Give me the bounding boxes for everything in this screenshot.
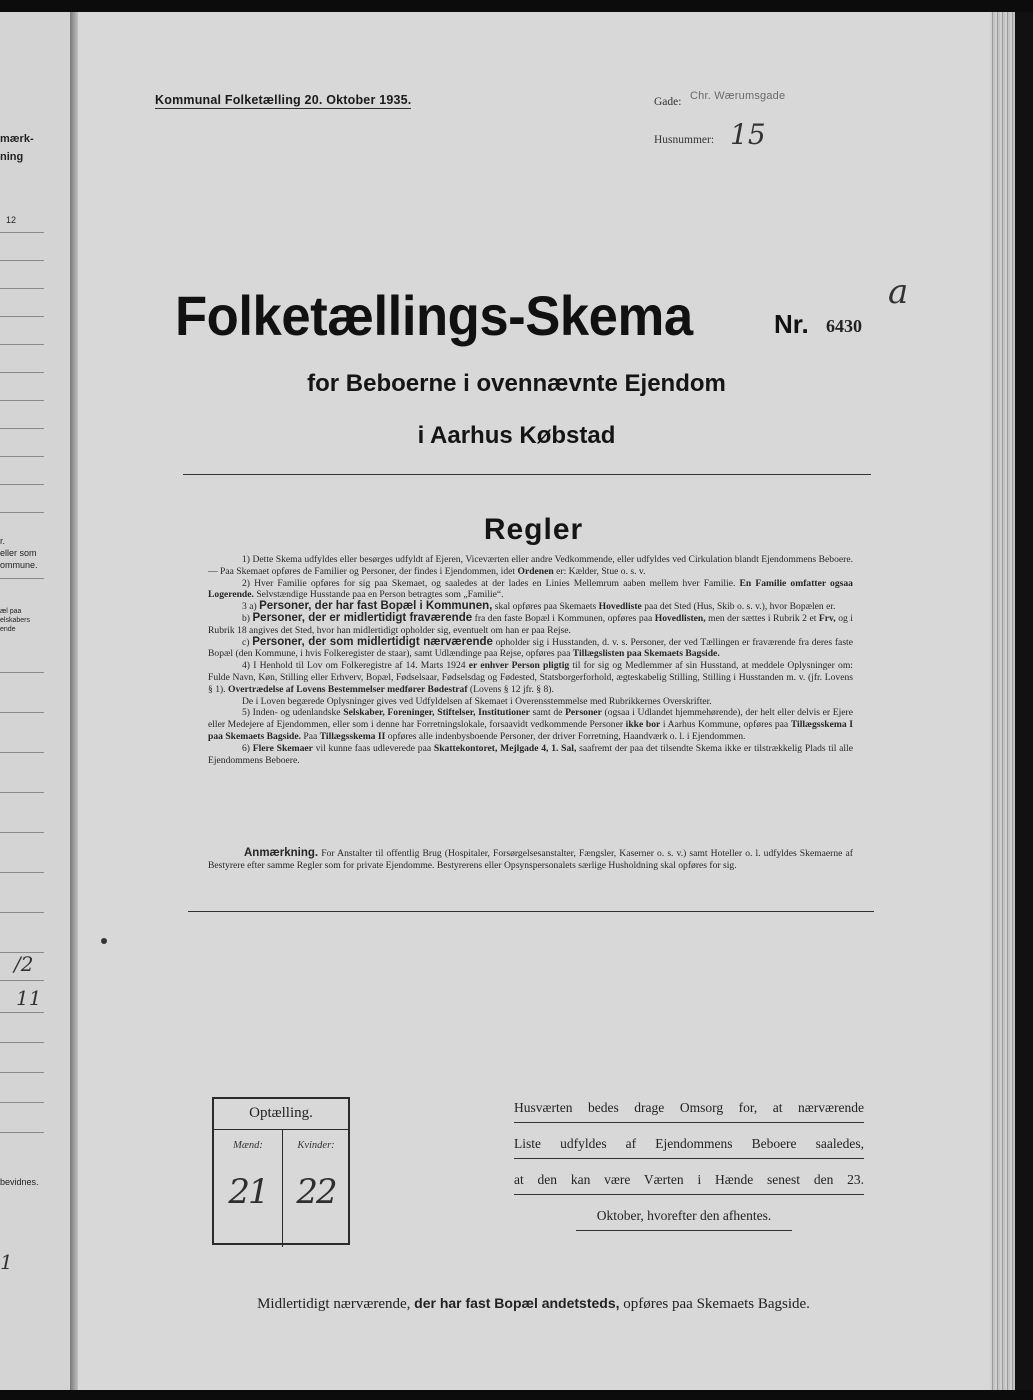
notice-line: Liste udfyldes af Ejendommens Beboere saaledes, (514, 1136, 864, 1159)
left-rule (0, 344, 44, 345)
left-fragment-text: elskabers (0, 617, 30, 624)
left-rule (0, 456, 44, 457)
husnummer-value: 15 (730, 118, 766, 151)
left-rule (0, 752, 44, 753)
husnummer-label: Husnummer: (654, 134, 715, 146)
rule-3b: b) Personer, der er midlertidigt fraværende fra den faste Bopæl i Kommunen, opføres paa Hovedlisten, men der sættes i Rubrik 2 et Frv, og i Rubrik 18 angives det Sted, hvor han midlertidigt opholder sig, eventuelt om han er paa Rejse. (208, 611, 853, 636)
subtitle-town: i Aarhus Købstad (417, 422, 616, 449)
landlord-notice (514, 1100, 864, 1244)
form-number-suffix: a (888, 272, 909, 312)
left-rule (0, 980, 44, 981)
subtitle-residents: for Beboerne i ovennævnte Ejendom (307, 370, 726, 397)
left-fragment-text: ende (0, 626, 16, 633)
left-rule (0, 1102, 44, 1103)
divider (183, 474, 871, 475)
left-rule (0, 578, 44, 579)
rules-heading: Regler (483, 513, 584, 546)
left-fragment-text: bevidnes. (0, 1177, 39, 1187)
left-fragment-text: 12 (6, 215, 17, 225)
left-rule (0, 1132, 44, 1133)
rule-1: 1) Dette Skema udfyldes eller besørges udfyldt af Ejeren, Viceværten eller andre Vedkommende, eller udfyldes ved Cirkulation blandt Ejendommens Beboere. — Paa Skemaet opføres de Familier og Personer, der findes i Ejendommen, idet Ordenen er: Kælder, Stue o. s. v. (208, 554, 853, 577)
left-rule (0, 1012, 44, 1013)
count-box-rule (214, 1129, 348, 1130)
divider (188, 911, 874, 912)
gade-value: Chr. Wærumsgade (690, 90, 786, 102)
left-fragment-text: æl paa (0, 608, 22, 615)
gade-label: Gade: (654, 96, 682, 108)
note-paragraph (208, 848, 853, 872)
notice-line: at den kan være Værten i Hænde senest den 23. (514, 1172, 864, 1195)
left-handwriting: 1 (0, 1250, 13, 1274)
left-rule (0, 260, 44, 261)
rule-5: 5) Inden- og udenlandske Selskaber, Foreninger, Stiftelser, Institutioner samt de Personer (ogsaa i Udlandet hjemmehørende), der helt eller delvis er Ejere eller Medejere af Ejendommen, eller som i denne har Forretningslokale, forsaavidt vedkommende Personer ikke bor i Aarhus Kommune, opføres paa Tillægsskema I paa Skemaets Bagside. Paa Tillægsskema II opføres alle indenbysboende Personer, der driver Forretning, Haandværk o. l. i Ejendommen. (208, 707, 854, 742)
form-title: Folketællings-Skema (175, 284, 693, 347)
women-label: Kvinder: (297, 1140, 335, 1151)
count-box (212, 1097, 350, 1245)
left-rule (0, 792, 44, 793)
census-title: Kommunal Folketælling 20. Oktober 1935. (155, 93, 412, 107)
note-lead: Anmærkning. (244, 847, 319, 859)
rule-4: 4) I Henhold til Lov om Folkeregistre af 14. Marts 1924 er enhver Person pligtig til for sig og Medlemmer af sin Husstand, at meddele Oplysninger om: Fulde Navn, Køn, Stilling eller Erhverv, Bopæl, Fødselsaar, Fødselsdag og Fødested, Statsborgerforhold, ægteskabelig Stilling, Stilling i Husstanden m. v. (jfr. Lovens § 1). Overtrædelse af Lovens Bestemmelser medfører Bødestraf (Lovens § 12 jfr. § 8). (208, 660, 853, 695)
left-rule (0, 316, 44, 317)
rule-3c: c) Personer, der som midlertidigt nærværende opholder sig i Husstanden, d. v. s. Personer, der ved Tællingen er fraværende fra deres faste Bopæl (den Kommune, i hvis Folkeregister de staar), samt Udlændinge paa Rejse, opføres paa Tillægslisten paa Skemaets Bagside. (208, 635, 853, 660)
left-fragment-text: eller som (0, 548, 37, 558)
note-text: For Anstalter til offentlig Brug (Hospitaler, Forsørgelsesanstalter, Fængsler, Kaserner o. s. v.) samt Hoteller o. l. udfyldes Skemaerne af Bestyrere efter samme Regler som for private Ejendomme. Bestyrerens eller Opsynspersonalets særlige Husholdning skal opføres for sig. (208, 848, 853, 871)
rule-4-cont: De i Loven begærede Oplysninger gives ved Udfyldelsen af Skemaet i Overensstemmelse med Rubrikkernes Overskrifter. (242, 695, 712, 707)
left-rule (0, 912, 44, 913)
left-fragment-text: r. (0, 536, 6, 546)
men-label: Mænd: (233, 1140, 263, 1151)
notice-line: Oktober, hvorefter den afhentes. (576, 1208, 792, 1231)
left-rule (0, 672, 44, 673)
rule-2: 2) Hver Familie opføres for sig paa Skemaet, og saaledes at der lades en Linies Mellemrum aaben mellem hver Familie. En Familie omfatter ogsaa Logerende. Selvstændige Husstande paa en Person betragtes som „Familie“. (208, 577, 853, 601)
left-rule (0, 1072, 44, 1073)
men-count: 21 (228, 1172, 268, 1212)
left-fragment-text: mærk- (0, 133, 34, 145)
footer-note: Midlertidigt nærværende, der har fast Bopæl andetsteds, opføres paa Skemaets Bagside. (257, 1295, 810, 1312)
rules-body (208, 554, 853, 766)
rule-3a: 3 a) Personer, der har fast Bopæl i Kommunen, skal opføres paa Skemaets Hovedliste paa det Sted (Hus, Skib o. s. v.), hvor Bopælen er. (242, 600, 836, 613)
left-fragment-text: ommune. (0, 560, 38, 570)
left-rule (0, 832, 44, 833)
left-rule (0, 872, 44, 873)
rule-6: 6) Flere Skemaer vil kunne faas udleverede paa Skattekontoret, Mejlgade 4, 1. Sal, saafremt der paa det tilsendte Skema ikke er tilstrækkelig Plads til alle Ejendommens Beboere. (208, 742, 853, 766)
left-page-fragment (0, 12, 74, 1390)
left-rule (0, 232, 44, 233)
left-rule (0, 712, 44, 713)
left-fragment-text: ning (0, 151, 24, 163)
page-edges-shadow (1015, 12, 1033, 1390)
notice-line: Husværten bedes drage Omsorg for, at nærværende (514, 1100, 864, 1123)
left-rule (0, 288, 44, 289)
nr-label: Nr. (774, 309, 809, 339)
women-count: 22 (296, 1172, 336, 1212)
form-number: 6430 (826, 316, 862, 336)
left-rule (0, 400, 44, 401)
ink-dot (101, 938, 107, 944)
left-handwriting: /2 (14, 952, 34, 976)
left-handwriting: 11 (16, 986, 42, 1010)
left-rule (0, 484, 44, 485)
count-box-title: Optælling. (249, 1105, 313, 1121)
left-rule (0, 1042, 44, 1043)
